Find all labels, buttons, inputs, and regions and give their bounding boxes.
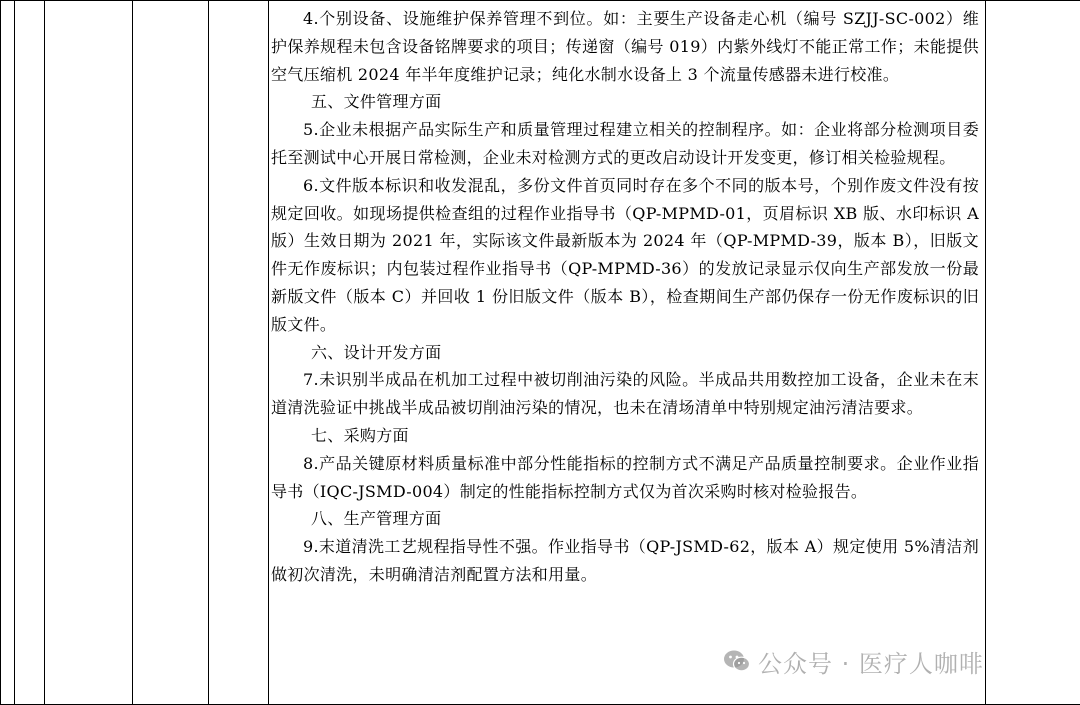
cell-col-3: [45, 1, 133, 705]
cell-col-4: [133, 1, 209, 705]
findings-cell: [269, 1, 986, 705]
finding-item-4: 4.个别设备、设施维护保养管理不到位。如：主要生产设备走心机（编号 SZJJ-SC-002）维护保养规程未包含设备铭牌要求的项目；传递窗（编号 019）内紫外线灯不能正常工作；未能提供空气压缩机 2024 年半年度维护记录；纯化水制水设备上 3 个流量传感器未进行校准。: [271, 9, 979, 84]
section-heading-5: 五、文件管理方面: [311, 92, 442, 112]
finding-item-9: 9.末道清洗工艺规程指导性不强。作业指导书（QP-JSMD-62，版本 A）规定使用 5%清洁剂做初次清洗，未明确清洁剂配置方法和用量。: [271, 537, 979, 584]
cell-col-5: [209, 1, 269, 705]
finding-item-8: 8.产品关键原材料质量标准中部分性能指标的控制方式不满足产品质量控制要求。企业作业指导书（IQC-JSMD-004）制定的性能指标控制方式仅为首次采购时核对检验报告。: [271, 453, 979, 501]
cell-col-1: [1, 1, 15, 705]
finding-item-6: 6.文件版本标识和收发混乱，多份文件首页同时存在多个不同的版本号，个别作废文件没有按规定回收。如现场提供检查组的过程作业指导书（QP-MPMD-01，页眉标识 XB 版、水印标识 A 版）生效日期为 2021 年，实际该文件最新版本为 2024 年（QP-MPMD-39，版本 B），旧版文件无作废标识；内包装过程作业指导书（QP-MPMD-36）的发放记录显示仅向生产部发放一份最新版文件（版本 C）并回收 1 份旧版文件（版本 B），检查期间生产部仍保存一份无作废标识的旧版文件。: [271, 175, 979, 334]
finding-item-5: 5.企业未根据产品实际生产和质量管理过程建立相关的控制程序。如：企业将部分检测项目委托至测试中心开展日常检测，企业未对检测方式的更改启动设计开发变更，修订相关检验规程。: [271, 120, 979, 167]
cell-col-7: [986, 1, 1080, 705]
section-heading-7: 七、采购方面: [311, 425, 409, 445]
finding-item-7: 7.未识别半成品在机加工过程中被切削油污染的风险。半成品共用数控加工设备，企业未在末道清洗验证中挑战半成品被切削油污染的情况，也未在清场清单中特别规定油污清洁要求。: [271, 370, 979, 418]
watermark-text: 公众号 · 医疗人咖啡: [758, 649, 984, 678]
cell-col-2: [15, 1, 45, 705]
findings-content: [269, 1, 985, 589]
section-heading-8: 八、生产管理方面: [311, 509, 442, 529]
section-heading-6: 六、设计开发方面: [311, 342, 442, 362]
